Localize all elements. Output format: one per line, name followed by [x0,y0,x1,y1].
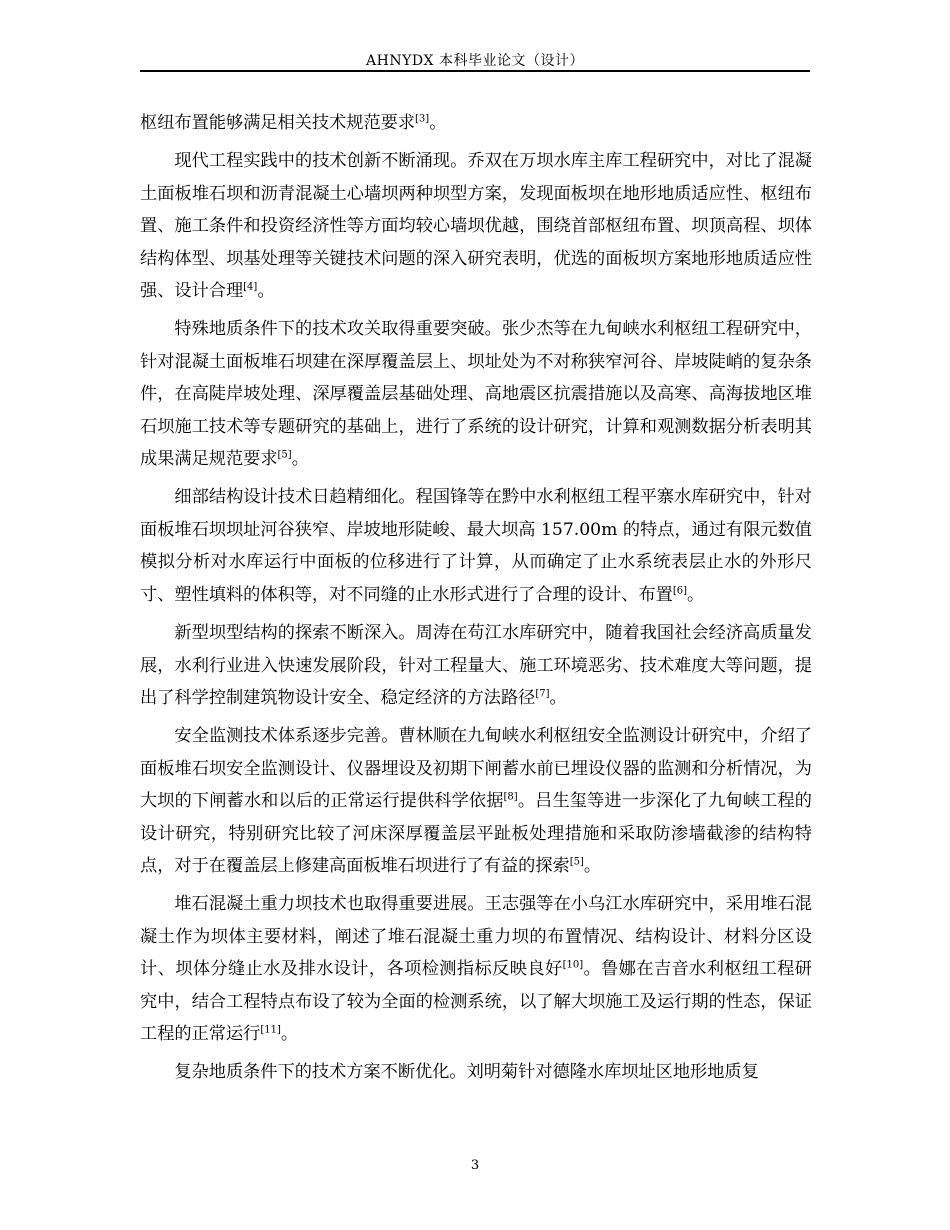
paragraph-text: 。 [583,855,602,876]
citation: [8] [503,791,518,803]
paragraph [140,1056,812,1088]
paragraph-text: 枢纽布置能够满足相关技术规范要求 [140,113,416,133]
paragraph-text: 新型坝型结构的探索不断深入。周涛在苟江水库研究中，随着我国社会经济高质量发展，水利行业进入快速发展阶段，针对工程量大、施工环境恶劣、技术难度大等问题，提出了科学控制建筑物设计安全、稳定经济的方法路径 [140,623,812,708]
paragraph [140,107,812,139]
citation: [4] [243,281,258,293]
paragraph-text: 。 [687,584,705,605]
paragraph-text: 特殊地质条件下的技术攻关取得重要突破。张少杰等在九甸峡水利枢纽工程研究中，针对混凝土面板堆石坝建在深厚覆盖层上、坝址处为不对称狭窄河谷、岸坡陡峭的复杂条件，在高陡岸坡处理、深厚覆盖层基础处理、高地震区抗震措施以及高寒、高海拔地区堆石坝施工技术等专题研究的基础上，进行了系统的设计研究，计算和观测数据分析表明其成果满足规范要求 [140,319,812,470]
paragraph-text: 。 [291,449,309,470]
paragraph [140,145,812,307]
paragraph-text: 安全监测技术体系逐步完善。曹林顺在九甸峡水利枢纽安全监测设计研究中，介绍了面板堆石坝安全监测设计、仪器埋设及初期下闸蓄水前已埋设仪器的监测和分析情况，为大坝的下闸蓄水和以后的正常运行提供科学依据 [140,726,812,812]
paragraph-text: 。吕生玺等进一步深化了九甸峡工程的设计研究，特别研究比较了河床深厚覆盖层平趾板处理措施和采取防渗墙截渗的结构特点，对于在覆盖层上修建高面板堆石坝进行了有益的探索 [140,791,812,876]
paragraph [140,888,812,1050]
header-rule [140,70,810,72]
citation: [10] [562,959,584,971]
paragraph [140,720,812,882]
paragraph [140,313,812,475]
citation: [5] [569,856,584,868]
paragraph [140,481,812,611]
body-text [140,107,812,1089]
paragraph-text: 。鲁娜在吉音水利枢纽工程研究中，结合工程特点布设了较为全面的检测系统，以了解大坝施工及运行期的性态，保证工程的正常运行 [140,959,812,1044]
paragraph-text: 现代工程实践中的技术创新不断涌现。乔双在万坝水库主库工程研究中，对比了混凝土面板堆石坝和沥青混凝土心墙坝两种坝型方案，发现面板坝在地形地质适应性、枢纽布置、施工条件和投资经济性等方面均较心墙坝优越，围绕首部枢纽布置、坝顶高程、坝体结构体型、坝基处理等关键技术问题的深入研究表明，优选的面板坝方案地形地质适应性强、设计合理 [140,151,812,302]
citation: [3] [415,113,430,125]
paragraph-text: 堆石混凝土重力坝技术也取得重要进展。王志强等在小乌江水库研究中，采用堆石混凝土作为坝体主要材料，阐述了堆石混凝土重力坝的布置情况、结构设计、材料分区设计、坝体分缝止水及排水设计，各项检测指标反映良好 [140,894,812,980]
citation: [6] [672,584,687,596]
paragraph-text: 细部结构设计技术日趋精细化。程国锋等在黔中水利枢纽工程平寨水库研究中，针对面板堆石坝坝址河谷狭窄、岸坡地形陡峻、最大坝高 157.00m 的特点，通过有限元数值模拟分析对水库运行中面板的位移进行了计算，从而确定了止水系统表层止水的外形尺寸、塑性填料的体积等，对不同缝的止水形式进行了合理的设计、布置 [140,487,812,605]
paragraph-text: 复杂地质条件下的技术方案不断优化。刘明菊针对德隆水库坝址区地形地质复 [174,1062,759,1083]
paragraph-text: 。 [280,1023,299,1044]
paragraph [140,617,812,714]
page-number: 3 [470,1158,480,1173]
citation: [7] [535,688,550,700]
citation: [11] [260,1024,281,1036]
paragraph-text: 。 [549,687,567,708]
page-header: AHNYDX 本科毕业论文（设计） [366,53,584,69]
paragraph-text: 。 [257,281,275,302]
citation: [5] [277,449,292,461]
paragraph-text: 。 [429,113,447,133]
